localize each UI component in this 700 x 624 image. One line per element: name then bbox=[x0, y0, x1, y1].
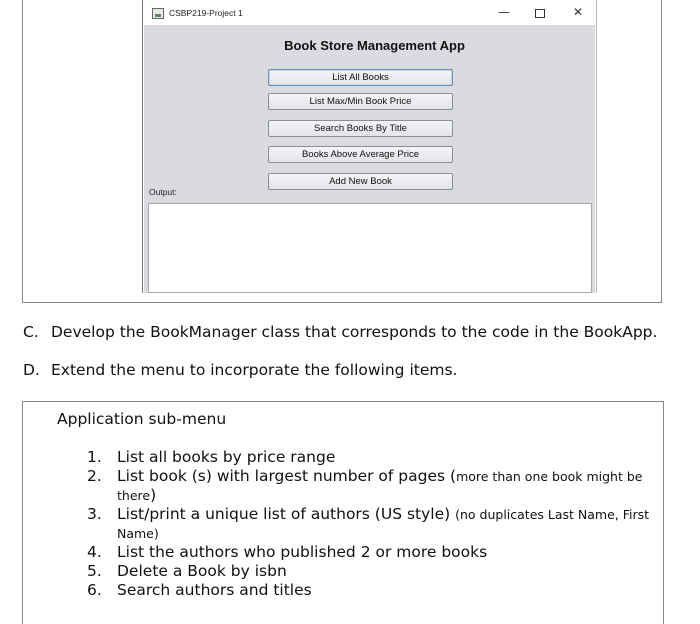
list-item-number: 2. bbox=[87, 467, 102, 485]
paragraph-d-label: D. bbox=[23, 361, 40, 379]
list-item-text: List book (s) with largest number of pages ( bbox=[117, 467, 457, 485]
output-label: Output: bbox=[149, 187, 177, 197]
list-item-number: 4. bbox=[87, 543, 102, 561]
close-icon[interactable]: ✕ bbox=[572, 5, 584, 19]
list-item-note: (no duplicates Last Name, First Name) bbox=[117, 507, 650, 541]
paragraph-c-label: C. bbox=[23, 323, 39, 341]
list-item-text: List all books by price range bbox=[117, 448, 336, 466]
books-above-average-button[interactable]: Books Above Average Price bbox=[268, 146, 453, 163]
submenu-title: Application sub-menu bbox=[57, 410, 227, 428]
paragraph-c-text: Develop the BookManager class that corresponds to the code in the BookApp. bbox=[51, 323, 658, 341]
screenshot-frame bbox=[22, 0, 662, 303]
list-all-books-button[interactable]: List All Books bbox=[268, 69, 453, 86]
list-max-min-price-button[interactable]: List Max/Min Book Price bbox=[268, 93, 453, 110]
list-item-number: 5. bbox=[87, 562, 102, 580]
window-titlebar bbox=[143, 0, 596, 25]
list-item bbox=[87, 581, 659, 600]
list-item-number: 6. bbox=[87, 581, 102, 599]
maximize-icon[interactable] bbox=[533, 5, 547, 21]
java-app-icon bbox=[152, 8, 164, 19]
list-item bbox=[87, 543, 659, 562]
add-new-book-button[interactable]: Add New Book bbox=[268, 173, 453, 190]
window-title: CSBP219-Project 1 bbox=[169, 8, 243, 18]
list-item-text: Search authors and titles bbox=[117, 581, 312, 599]
list-item-number: 3. bbox=[87, 505, 102, 523]
list-item-number: 1. bbox=[87, 448, 102, 466]
list-item bbox=[87, 448, 659, 467]
list-item-text: Delete a Book by isbn bbox=[117, 562, 287, 580]
search-books-by-title-button[interactable]: Search Books By Title bbox=[268, 120, 453, 137]
list-item bbox=[87, 505, 659, 543]
paragraph-d-text: Extend the menu to incorporate the following items. bbox=[51, 361, 458, 379]
list-item-text: List/print a unique list of authors (US style) bbox=[117, 505, 456, 523]
list-item bbox=[87, 467, 659, 505]
app-window bbox=[142, 0, 597, 293]
paragraph-c bbox=[23, 323, 657, 341]
list-item-tail: ) bbox=[150, 486, 157, 504]
list-item-note: more than one book might be there bbox=[117, 469, 643, 503]
app-heading: Book Store Management App bbox=[284, 38, 465, 53]
list-item bbox=[87, 562, 659, 581]
submenu-box bbox=[22, 401, 664, 624]
minimize-icon[interactable]: — bbox=[498, 5, 510, 19]
output-textarea[interactable] bbox=[148, 203, 592, 293]
app-content bbox=[144, 25, 595, 293]
paragraph-d bbox=[23, 361, 457, 379]
list-item-text: List the authors who published 2 or more books bbox=[117, 543, 488, 561]
submenu-list bbox=[87, 448, 659, 600]
